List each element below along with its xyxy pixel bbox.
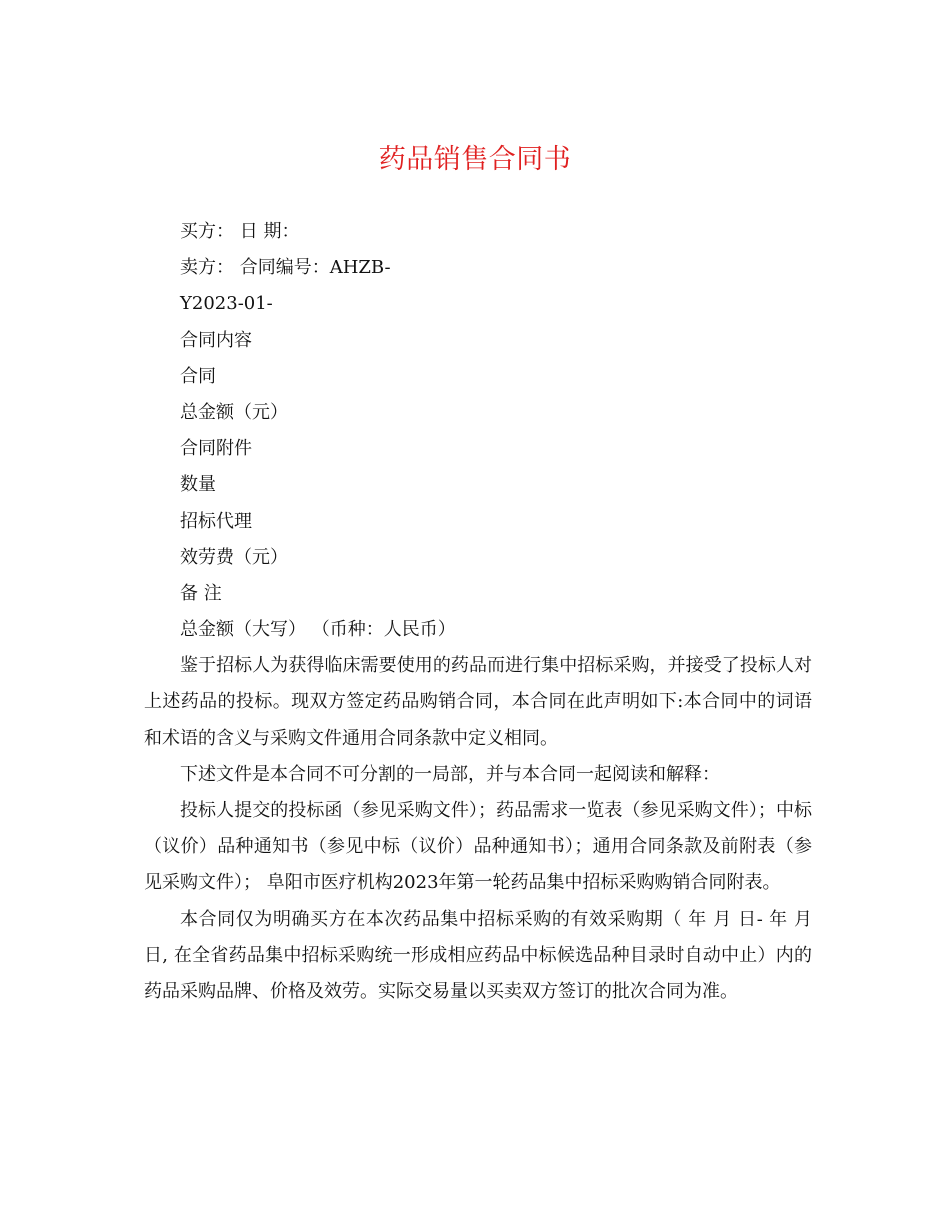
service-fee-label: 效劳费（元） [180,546,288,568]
total-amount-label: 总金额（元） [180,401,288,423]
seller-contract-number-line: 卖方： 合同编号：AHZB- [180,257,391,279]
remarks-label: 备 注 [180,582,222,604]
document-title: 药品销售合同书 [378,144,572,175]
paragraph-recital: 鉴于招标人为获得临床需要使用的药品而进行集中招标采购，并接受了投标人对上述药品的投标。现双方签定药品购销合同，本合同在此声明如下:本合同中的词语和术语的含义与采购文件通用合同条款中定义相同。 [144,655,812,749]
paragraph-contract-documents: 下述文件是本合同不可分割的一局部，并与本合同一起阅读和解释： [180,763,720,785]
document-body [144,214,812,1010]
total-amount-uppercase-label: 总金额（大写） （币种：人民币） [180,619,456,641]
contract-attachment-label: 合同附件 [180,438,252,460]
paragraph-scope: 本合同仅为明确买方在本次药品集中招标采购的有效采购期（ 年 月 日- 年 月 日, 在全省药品集中招标采购统一形成相应药品中标候选品种目录时自动中止）内的药品采购品牌、价格及效劳。实际交易量以买卖双方签订的批次合同为准。 [144,908,812,1003]
contract-label: 合同 [180,365,216,387]
contract-number-continuation: Y2023-01- [180,293,273,315]
tender-agent-label: 招标代理 [180,510,252,532]
buyer-date-line: 买方： 日 期： [180,221,300,242]
paragraph-document-list: 投标人提交的投标函（参见采购文件）；药品需求一览表（参见采购文件）；中标（议价）品种通知书（参见中标（议价）品种通知书）；通用合同条款及前附表（参见采购文件）； 阜阳市医疗机构2023年第一轮药品集中招标采购购销合同附表。 [144,800,812,894]
contract-content-label: 合同内容 [180,329,252,351]
quantity-label: 数量 [180,474,216,496]
